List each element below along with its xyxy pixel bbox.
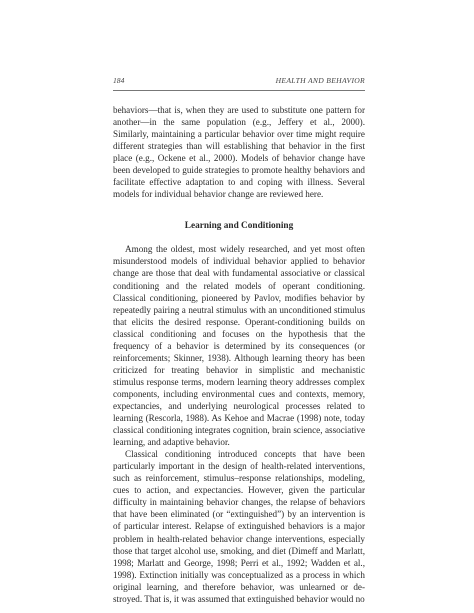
paragraph-conditioning-overview: Among the oldest, most widely researched, and yet most often misunderstood models of individual behavior applied to behavior change are those that deal with fundamental associative or classical conditioning and the related models of operant conditioning. Classical conditioning, pioneered by Pavlov, modifies behavior by repeatedly pairing a neutral stimulus with an unconditioned stimulus that elicits the desired response. Operant-conditioning builds on classical conditioning and focuses on the hypothesis that the frequency of a behavior is determined by its consequences (or reinforcements; Skinner, 1938). Although learning theory has been criticized for treating behavior in simplistic and mechanistic stimulus response terms, modern learning theory addresses complex components, including environmental cues and contexts, memory, expectancies, and underlying neurological processes related to learning (Rescorla, 1988). As Kehoe and Macrae (1998) note, today classical conditioning integrates cognition, brain science, associative learning, and adaptive behavior.: [113, 244, 365, 448]
paragraph-classical-conditioning: Classical conditioning introduced concepts that have been particularly important in the design of health-related interventions, such as reinforcement, stimulus–response relationships, modeling, cues to action, and expectancies. However, given the particular difficulty in maintaining behavior changes, the relapse of behaviors that have been eliminated (or “extinguished”) by an intervention is of particular interest. Relapse of extinguished behaviors is a major problem in health-related behavior change interventions, especially those that target alcohol use, smoking, and diet (Dimeff and Marlatt, 1998; Marlatt and George, 1998; Perri et al., 1992; Wadden et al., 1998). Extinction initially was conceptualized as a process in which original learning, and therefore behavior, was unlearned or destroyed. That is, it was assumed that extinguished behavior would no: [113, 449, 365, 604]
paragraph-intro-continued: behaviors—that is, when they are used to substitute one pattern for another—in the same population (e.g., Jeffery et al., 2000). Similarly, maintaining a particular behavior over time might require different strategies than will establishing that behavior in the first place (e.g., Ockene et al., 2000). Models of behavior change have been developed to guide strategies to promote healthy behaviors and facilitate effective adaptation to and coping with illness. Several models for individual behavior change are reviewed here.: [113, 105, 365, 200]
running-title: HEALTH AND BEHAVIOR: [275, 76, 365, 85]
running-head: [113, 76, 365, 91]
page-number: 184: [113, 76, 125, 85]
section-heading: Learning and Conditioning: [184, 221, 294, 232]
book-page: [113, 76, 365, 605]
